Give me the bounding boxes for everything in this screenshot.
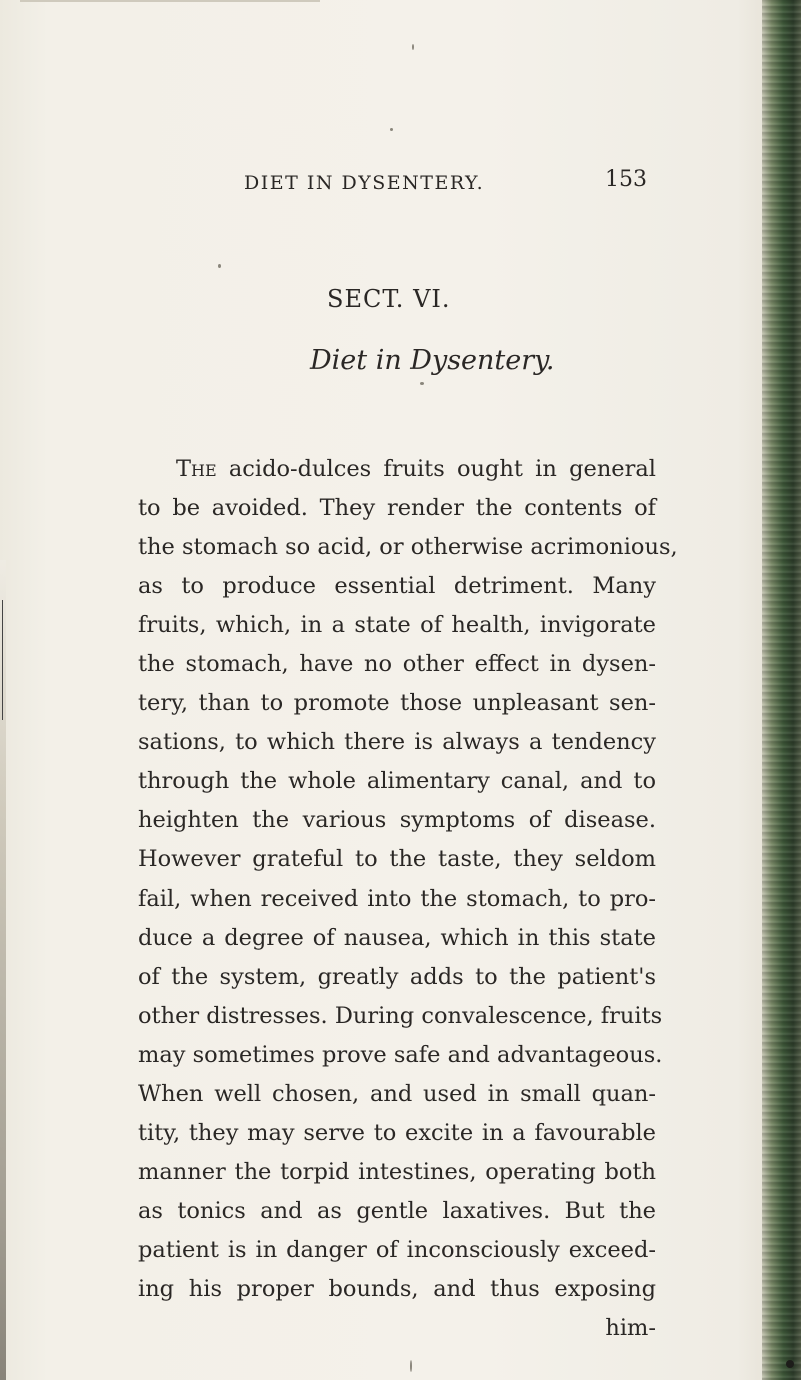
body-line: as to produce essential detriment. Many xyxy=(138,573,656,600)
body-line: tity, they may serve to excite in a favourable xyxy=(138,1119,656,1146)
body-line: duce a degree of nausea, which in this state xyxy=(138,924,656,951)
paper-speck xyxy=(420,382,424,385)
body-line: fruits, which, in a state of health, invigorate xyxy=(138,612,656,639)
opening-word: The xyxy=(176,456,217,482)
body-line: When well chosen, and used in small quan- xyxy=(138,1080,656,1107)
left-edge-mark xyxy=(2,600,3,720)
paper-speck xyxy=(786,1360,794,1368)
body-line: manner the torpid intestines, operating both xyxy=(138,1158,656,1185)
body-line: tery, than to promote those unpleasant sen- xyxy=(138,690,656,717)
paper-speck xyxy=(410,1360,412,1372)
body-line: ing his proper bounds, and thus exposing xyxy=(138,1275,656,1302)
body-line: patient is in danger of inconsciously exceed- xyxy=(138,1236,656,1263)
body-line: the stomach so acid, or otherwise acrimonious, xyxy=(138,534,678,561)
running-head: DIET IN DYSENTERY. xyxy=(244,172,485,194)
catchword: him- xyxy=(605,1315,656,1342)
body-line: to be avoided. They render the contents of xyxy=(138,495,656,522)
body-line: of the system, greatly adds to the patient's xyxy=(138,963,656,990)
body-paragraph xyxy=(138,450,678,1348)
body-line: may sometimes prove safe and advantageous. xyxy=(138,1041,663,1068)
book-spine-edge xyxy=(762,0,801,1380)
section-label: SECT. VI. xyxy=(327,285,451,313)
body-line: fail, when received into the stomach, to pro- xyxy=(138,885,656,912)
section-title: Diet in Dysentery. xyxy=(310,345,555,376)
paper-speck xyxy=(218,264,221,268)
body-line: sations, to which there is always a tendency xyxy=(138,729,656,756)
left-binding-shadow xyxy=(0,560,6,1380)
body-line: other distresses. During convalescence, fruits xyxy=(138,1002,663,1029)
body-line xyxy=(138,450,656,489)
body-line: as tonics and as gentle laxatives. But the xyxy=(138,1197,656,1224)
body-line: the stomach, have no other effect in dysen- xyxy=(138,651,656,678)
body-line: through the whole alimentary canal, and to xyxy=(138,768,656,795)
body-line-text: acido-dulces fruits ought in general xyxy=(216,456,656,482)
page-number: 153 xyxy=(605,167,647,192)
body-line: However grateful to the taste, they seldom xyxy=(138,846,656,873)
body-line: heighten the various symptoms of disease. xyxy=(138,807,656,834)
paper-speck xyxy=(412,44,414,50)
paper-speck xyxy=(390,128,393,131)
top-edge-line xyxy=(20,0,320,2)
